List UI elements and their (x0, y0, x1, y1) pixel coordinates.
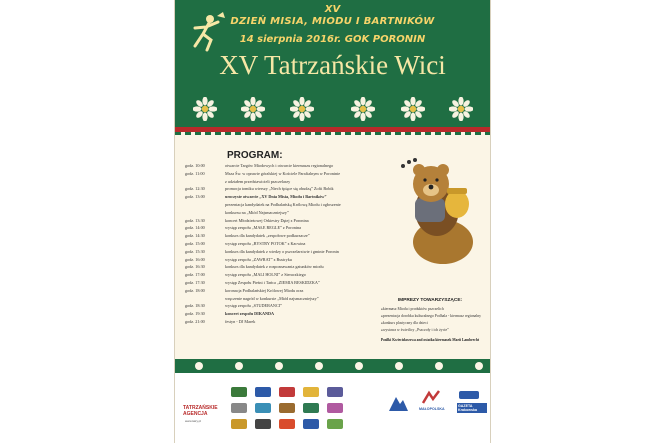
program-row (185, 217, 395, 225)
sponsor-logo (279, 387, 295, 397)
border-dot (195, 362, 203, 370)
sponsor-logo (303, 419, 319, 429)
program-event: koncert Młodzieżowej Orkiestry Dętej z Poronina (225, 217, 309, 223)
program-time: godz. 12:30 (185, 186, 205, 192)
sponsor-url: www.tatry.pl (185, 419, 201, 423)
sponsor-logo (327, 419, 343, 429)
poster-title: XV Tatrzańskie Wici (219, 50, 446, 80)
tatrzanska-agencja-logo: TATRZAŃSKIE AGENCJA (183, 405, 218, 417)
border-dot (235, 362, 243, 370)
program-row (185, 279, 395, 287)
program-event: festyn - DJ Marek (225, 318, 256, 324)
program-time: godz. 16:30 (185, 264, 205, 270)
program-event: występ zespołu „ZAWRAT” z Bustryku (225, 256, 292, 262)
program-event: prezentacja kandydatek na Podhalańską Królową Miodu i ogłoszenie (225, 201, 341, 207)
program-event: konkurs dla kandydatek „zespołowe podkurzacze” (225, 233, 310, 239)
program-list (185, 162, 395, 326)
program-row (185, 224, 395, 232)
program-time (185, 201, 225, 209)
program-row (185, 256, 395, 264)
folk-border (175, 127, 490, 135)
program-event: występ zespołu „BYSTRY POTOK” z Kacwina (225, 240, 306, 246)
program-row (185, 201, 395, 209)
side-event-item: ● wystawa w świetlicy „Pszczoły i ich życie” (381, 327, 485, 334)
program-event: otwarcie Targów Miodowych i otwarcie kiermaszu regionalnego (225, 163, 334, 168)
program-row (185, 240, 395, 248)
poster-header (175, 0, 490, 93)
program-event: Msza Św. w oprawie góralskiej w Kościele Parafialnym w Poroninie (225, 170, 341, 176)
edelweiss-band (175, 93, 490, 127)
edelweiss-icon (449, 97, 473, 121)
program-event: konkursu na „Miód Najsmaczniejszy” (225, 209, 289, 215)
sponsor-logo (279, 403, 295, 413)
edelweiss-icon (290, 97, 314, 121)
program-time: godz. 17:30 (185, 279, 205, 285)
sponsor-logo (327, 403, 343, 413)
side-events-box (375, 298, 485, 342)
program-row (185, 232, 395, 240)
program-time: godz. 15:30 (185, 248, 205, 254)
program-row (185, 263, 395, 271)
program-row (185, 318, 395, 326)
program-time: godz. 13:00 (185, 194, 205, 200)
side-event-item: ● prezentacja dorobku kulturalnego Podhala - kiermasz regionalny (381, 313, 485, 320)
program-event: występ zespołu „STUDERANCI” (225, 303, 282, 309)
program-time: godz. 16:00 (185, 256, 205, 262)
program-time: godz. 19:30 (185, 311, 205, 317)
sponsor-logo (255, 419, 271, 429)
program-event: konkurs dla kandydatek z wiedzy o pszczelarstwie i gminie Poronin (225, 248, 339, 254)
border-dot (315, 362, 323, 370)
program-event: występ Zespołu Pieśni i Tańca „ZIEMIA BESKIDZKA” (225, 279, 320, 285)
malopolska-logo: MAŁOPOLSKA (419, 407, 445, 411)
sponsor-logo (303, 387, 319, 397)
side-event-item: ● kiermasz Miodu i produktów pszczelich (381, 306, 485, 313)
program-event: z udziałem przedstawicieli pszczelarzy (225, 178, 291, 184)
sponsor-logo (231, 387, 247, 397)
side-event-item: ● konkurs plastyczny dla dzieci (381, 320, 485, 327)
program-row (185, 248, 395, 256)
edelweiss-icon (193, 97, 217, 121)
sponsor-logo (255, 387, 271, 397)
program-time: godz. 11:00 (185, 170, 205, 176)
program-row (185, 271, 395, 279)
event-poster (175, 0, 490, 443)
program-row (185, 310, 395, 318)
gazeta-krakowska-logo: GAZETA Krakowska (457, 403, 487, 413)
program-row (185, 295, 395, 303)
page-fold-right (490, 0, 491, 443)
border-dot (275, 362, 283, 370)
sponsor-logo (231, 403, 247, 413)
program-event: konkurs dla kandydatek z rozpoznawania gatunków miodu (225, 264, 324, 270)
program-time: godz. 17:00 (185, 272, 205, 278)
program-time: godz. 13:30 (185, 217, 205, 223)
border-dot (395, 362, 403, 370)
roman-numeral: XV (324, 4, 341, 15)
sponsor-logo (327, 387, 343, 397)
bottom-border (175, 359, 490, 373)
program-row (185, 162, 395, 170)
program-row (185, 193, 395, 201)
program-event: koronacja Podhalańskiej Królowej Miodu oraz (225, 287, 304, 293)
sponsor-logo (231, 419, 247, 429)
program-event: uroczyste otwarcie „XV Dnia Misia, Miodu i Bartników” (225, 194, 327, 200)
program-time (185, 178, 225, 186)
sponsor-logo (459, 391, 479, 399)
border-dot (435, 362, 443, 370)
program-row (185, 302, 395, 310)
program-time: godz. 21:00 (185, 318, 205, 324)
edelweiss-icon (351, 97, 375, 121)
program-title: PROGRAM: (227, 150, 283, 161)
program-event: występ zespołu „MALI HOLNI” z Sieraczkiego (225, 272, 306, 278)
program-row (185, 170, 395, 178)
edelweiss-icon (401, 97, 425, 121)
sponsors-strip (175, 373, 490, 443)
program-time: godz. 15:00 (185, 240, 205, 246)
program-time: godz. 14:30 (185, 233, 205, 239)
sponsor-logo (279, 419, 295, 429)
program-row (185, 185, 395, 193)
program-row (185, 287, 395, 295)
border-dot (355, 362, 363, 370)
program-time: godz. 18:00 (185, 287, 205, 293)
program-event: promocja tomiku wierszy „Niech śpiące się obudzą” Zofii Bobik (225, 186, 334, 192)
program-event: występ zespołu „MAŁE REGLE” z Poronina (225, 225, 301, 231)
border-dot (475, 362, 483, 370)
malopolska-emblem-icon (421, 389, 441, 405)
mountain-emblem-icon (387, 391, 409, 413)
event-date-location: 14 sierpnia 2016r. GOK PORONIN (239, 34, 426, 45)
program-time: godz. 18:30 (185, 303, 205, 309)
program-time (185, 295, 225, 303)
edelweiss-icon (241, 97, 265, 121)
event-subtitle: DZIEŃ MISIA, MIODU I BARTNIKÓW (230, 16, 435, 27)
side-events-title: IMPREZY TOWARZYSZĄCE: (397, 298, 463, 303)
side-events-footer: Posiłki Kwiecisławowa and ostatka kiermasek Marii Lambrecht (380, 338, 480, 342)
program-event: wręczenie nagród w konkursie „Miód najsmaczniejszy” (225, 295, 319, 301)
program-row (185, 209, 395, 217)
bear-with-honey-icon (397, 158, 485, 266)
program-row (185, 178, 395, 186)
program-time: godz. 10:00 (185, 163, 205, 168)
program-time: godz. 14:00 (185, 225, 205, 231)
side-events-list (375, 306, 485, 334)
sponsor-logo (303, 403, 319, 413)
sponsor-logo (255, 403, 271, 413)
program-time (185, 209, 225, 217)
program-event: koncert zespołu DIKANDA (225, 311, 275, 317)
